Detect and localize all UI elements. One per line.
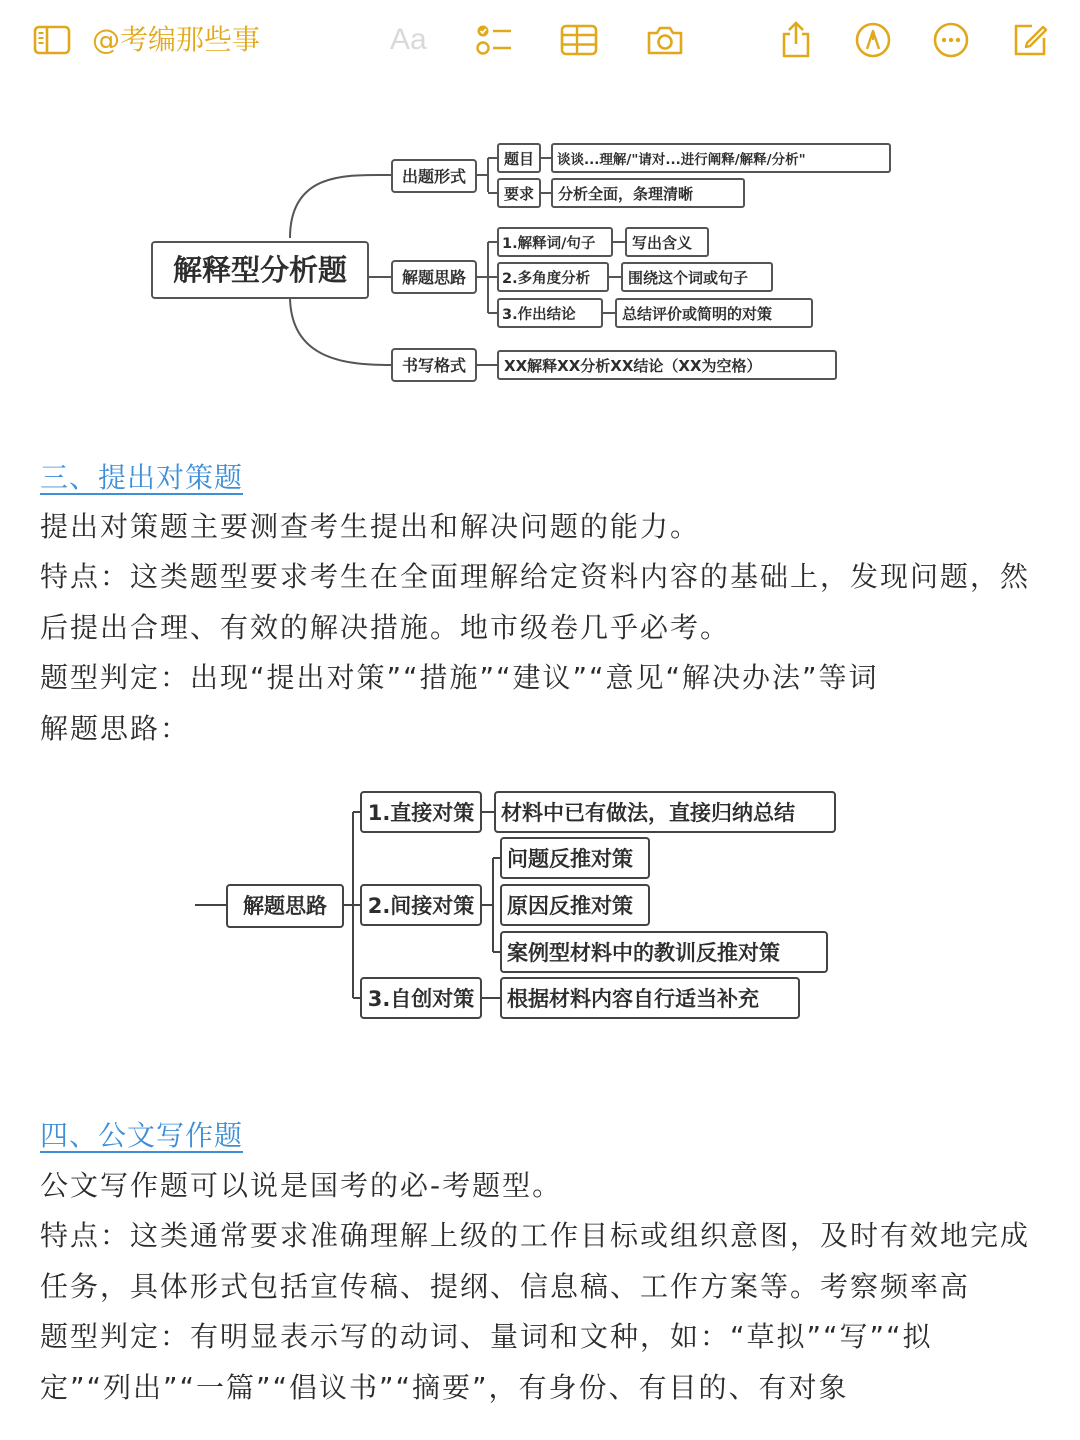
checklist-button[interactable] — [472, 18, 516, 62]
mm2-label: 3.自创对策 — [367, 987, 475, 1011]
mm1-label: 谈谈...理解/"请对...进行阐释/解释/分析" — [557, 152, 806, 168]
mm1-label: 解题思路 — [401, 268, 467, 287]
paragraph-line: 提出对策题主要测查考生提出和解决问题的能力。 — [40, 510, 701, 543]
mm1-label: 1.解释词/句子 — [502, 236, 596, 252]
paragraph-line: 解题思路： — [40, 712, 191, 745]
mm2-label: 案例型材料中的教训反推对策 — [507, 941, 780, 965]
section-heading-countermeasures[interactable]: 三、提出对策题 — [40, 461, 244, 494]
mm1-label: 出题形式 — [401, 167, 467, 186]
mm1-label: 总结评价或简明的对策 — [622, 305, 773, 323]
markup-icon — [853, 20, 893, 60]
camera-icon — [645, 20, 685, 60]
mm1-label: 写出含义 — [632, 234, 693, 252]
mindmap-explanatory-analysis — [140, 130, 900, 400]
mm2-label: 原因反推对策 — [507, 894, 633, 918]
compose-button[interactable] — [1008, 18, 1052, 62]
mm1-label: 书写格式 — [401, 356, 467, 375]
mm2-label: 材料中已有做法，直接归纳总结 — [501, 801, 795, 825]
mm1-label: 要求 — [503, 185, 535, 203]
mm2-label: 问题反推对策 — [507, 847, 633, 871]
mm1-root-label: 解释型分析题 — [172, 253, 348, 287]
format-text-button[interactable]: Aa — [390, 23, 427, 56]
mm1-label: 3.作出结论 — [502, 307, 576, 323]
mm1-label: XX解释XX分析XX结论（XX为空格） — [504, 357, 762, 375]
mm2-label: 1.直接对策 — [367, 801, 475, 825]
notes-toolbar — [0, 0, 1080, 80]
mm2-label: 解题思路 — [243, 894, 327, 918]
more-icon — [931, 20, 971, 60]
paragraph-line: 定”“列出”“一篇”“倡议书”“摘要”，有身份、有目的、有对象 — [40, 1371, 849, 1404]
note-title: @考编那些事 — [92, 23, 261, 56]
table-icon — [559, 20, 599, 60]
mm1-label: 2.多角度分析 — [502, 271, 591, 287]
sidebar-icon — [32, 20, 72, 60]
compose-icon — [1010, 20, 1050, 60]
mm1-label: 分析全面，条理清晰 — [558, 185, 694, 203]
paragraph-line: 任务，具体形式包括宣传稿、提纲、信息稿、工作方案等。考察频率高 — [40, 1270, 971, 1303]
paragraph-line: 特点：这类通常要求准确理解上级的工作目标或组织意图，及时有效地完成 — [40, 1219, 1031, 1252]
paragraph-line: 题型判定：有明显表示写的动词、量词和文种，如：“草拟”“写”“拟 — [40, 1320, 933, 1353]
mm2-label: 2.间接对策 — [367, 894, 475, 918]
paragraph-line: 特点：这类题型要求考生在全面理解给定资料内容的基础上，发现问题，然 — [40, 560, 1031, 593]
mm2-label: 根据材料内容自行适当补充 — [507, 987, 759, 1011]
share-button[interactable] — [774, 18, 818, 62]
mm1-label: 题目 — [503, 150, 535, 168]
paragraph-line: 题型判定：出现“提出对策”“措施”“建议”“意见“解决办法”等词 — [40, 661, 879, 694]
mindmap-countermeasure-approach — [195, 782, 855, 1032]
markup-button[interactable] — [851, 18, 895, 62]
mm1-label: 围绕这个词或句子 — [628, 269, 749, 287]
paragraph-line: 公文写作题可以说是国考的必-考题型。 — [40, 1169, 563, 1202]
more-options-button[interactable] — [929, 18, 973, 62]
checklist-icon — [474, 20, 514, 60]
paragraph-line: 后提出合理、有效的解决措施。地市级卷几乎必考。 — [40, 611, 731, 644]
camera-button[interactable] — [643, 18, 687, 62]
table-button[interactable] — [557, 18, 601, 62]
section-heading-document-writing[interactable]: 四、公文写作题 — [40, 1119, 244, 1152]
share-icon — [776, 20, 816, 60]
sidebar-toggle-button[interactable] — [30, 18, 74, 62]
